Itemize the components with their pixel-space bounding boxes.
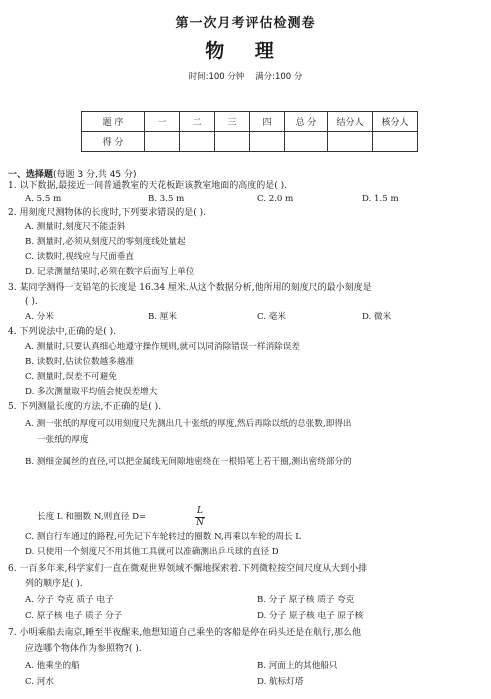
time-limit: 时间:100 分钟: [188, 72, 245, 82]
fraction-numerator: L: [195, 506, 205, 518]
q2-option-b: B. 测量时,必须从刻度尺的零刻度线处量起: [25, 237, 186, 247]
q4-option-d: D. 多次测量取平均值会使误差增大: [25, 387, 158, 397]
section-title: 一、选择题: [8, 170, 54, 180]
q5-option-a-continued: 一张纸的厚度: [37, 435, 89, 445]
table-cell: 题 序: [82, 112, 145, 132]
question-5: 5. 下列测量长度的方法,不正确的是( ).: [8, 402, 162, 412]
score-table-header-row: [82, 112, 418, 132]
q4-option-a: A. 测量时,只要认真细心地遵守操作规则,就可以同消除错误一样消除误差: [25, 342, 300, 352]
q1-option-b: B. 3.5 m: [148, 194, 185, 204]
subject-title: 物 理: [205, 40, 286, 62]
score-cell: [215, 132, 250, 152]
question-7-continued: 应选哪个物体作为参照物?( ).: [25, 644, 142, 654]
q7-option-d: D. 航标灯塔: [257, 677, 304, 687]
table-cell: 三: [215, 112, 250, 132]
table-cell: 得 分: [82, 132, 145, 152]
score-cell: [145, 132, 180, 152]
score-cell: [250, 132, 285, 152]
question-6: 6. 一百多年来,科学家们一直在微观世界领域不懈地探索着.下列微粒按空间尺度从大到小排: [8, 564, 368, 574]
q6-option-d: D. 分子 原子核 电子 原子核: [257, 611, 364, 621]
q5-option-d: D. 只使用一个刻度尺不用其他工具就可以准确测出乒乓球的直径 D: [25, 547, 279, 557]
full-score: 满分:100 分: [255, 72, 303, 82]
q7-option-b: B. 河面上的其他船只: [257, 661, 338, 671]
q5-option-b: B. 测细金属丝的直径,可以把金属线无间隙地密绕在一根铅笔上若干圈,测出密绕部分的: [25, 457, 352, 467]
q3-option-a: A. 分米: [25, 312, 54, 322]
q4-option-b: B. 读数时,估读位数越多越准: [25, 357, 135, 367]
question-1: 1. 以下数据,最接近一间普通教室的天花板距该教室地面的高度的是( ).: [8, 181, 288, 191]
fraction-denominator: N: [196, 518, 204, 528]
q5-option-a: A. 测一张纸的厚度可以用刻度尺先测出几十张纸的厚度,然后再除以纸的总张数,即得出: [25, 419, 352, 429]
score-cell: [328, 132, 373, 152]
question-4: 4. 下列说法中,正确的是( ).: [8, 327, 117, 337]
question-6-continued: 列的顺序是( ).: [25, 579, 83, 589]
score-cell: [373, 132, 418, 152]
table-cell: 核分人: [373, 112, 418, 132]
table-cell: 结分人: [328, 112, 373, 132]
q1-option-c: C. 2.0 m: [257, 194, 294, 204]
score-cell: [180, 132, 215, 152]
q5-option-c: C. 测自行车通过的路程,可先记下车轮转过的圈数 N,再乘以车轮的周长 L: [25, 532, 301, 542]
section-heading: [8, 167, 137, 180]
q2-option-a: A. 测量时,刻度尺不能歪斜: [25, 222, 126, 232]
score-table-score-row: [82, 132, 418, 152]
q6-option-b: B. 分子 原子核 质子 夸克: [257, 595, 355, 605]
q5-option-b-continued: 长度 L 和圈数 N,则直径 D=: [37, 512, 147, 522]
question-3-continued: ( ).: [25, 297, 38, 307]
table-cell: 一: [145, 112, 180, 132]
q2-option-c: C. 读数时,视线应与尺面垂直: [25, 252, 134, 262]
table-cell: 总 分: [285, 112, 328, 132]
diameter-fraction: [195, 506, 205, 529]
q6-option-a: A. 分子 夸克 质子 电子: [25, 595, 114, 605]
q4-option-c: C. 测量时,误差不可避免: [25, 372, 117, 382]
exam-meta: [0, 70, 491, 82]
table-cell: 四: [250, 112, 285, 132]
score-cell: [285, 132, 328, 152]
q1-option-d: D. 1.5 m: [362, 194, 399, 204]
q7-option-a: A. 他乘坐的船: [25, 661, 80, 671]
q1-option-a: A. 5.5 m: [25, 194, 62, 204]
table-cell: 二: [180, 112, 215, 132]
q6-option-c: C. 原子核 电子 质子 分子: [25, 611, 123, 621]
exam-title: 第一次月考评估检测卷: [175, 16, 316, 31]
section-note: (每题 3 分,共 45 分): [53, 170, 137, 180]
score-table: [81, 111, 418, 152]
q3-option-c: C. 毫米: [257, 312, 286, 322]
question-7: 7. 小明乘船去南京,睡至半夜醒来,他想知道自己乘坐的客船是停在码头还是在航行,那么他: [8, 628, 362, 638]
q3-option-d: D. 微米: [362, 312, 392, 322]
q3-option-b: B. 厘米: [148, 312, 177, 322]
question-2: 2. 用刻度尺测物体的长度时,下列要求错误的是( ).: [8, 208, 207, 218]
q2-option-d: D. 记录测量结果时,必须在数字后面写上单位: [25, 267, 195, 277]
q7-option-c: C. 河水: [25, 677, 54, 687]
question-3: 3. 某同学测得一支铅笔的长度是 16.34 厘米.从这个数据分析,他所用的刻度尺的最小刻度是: [8, 283, 372, 293]
